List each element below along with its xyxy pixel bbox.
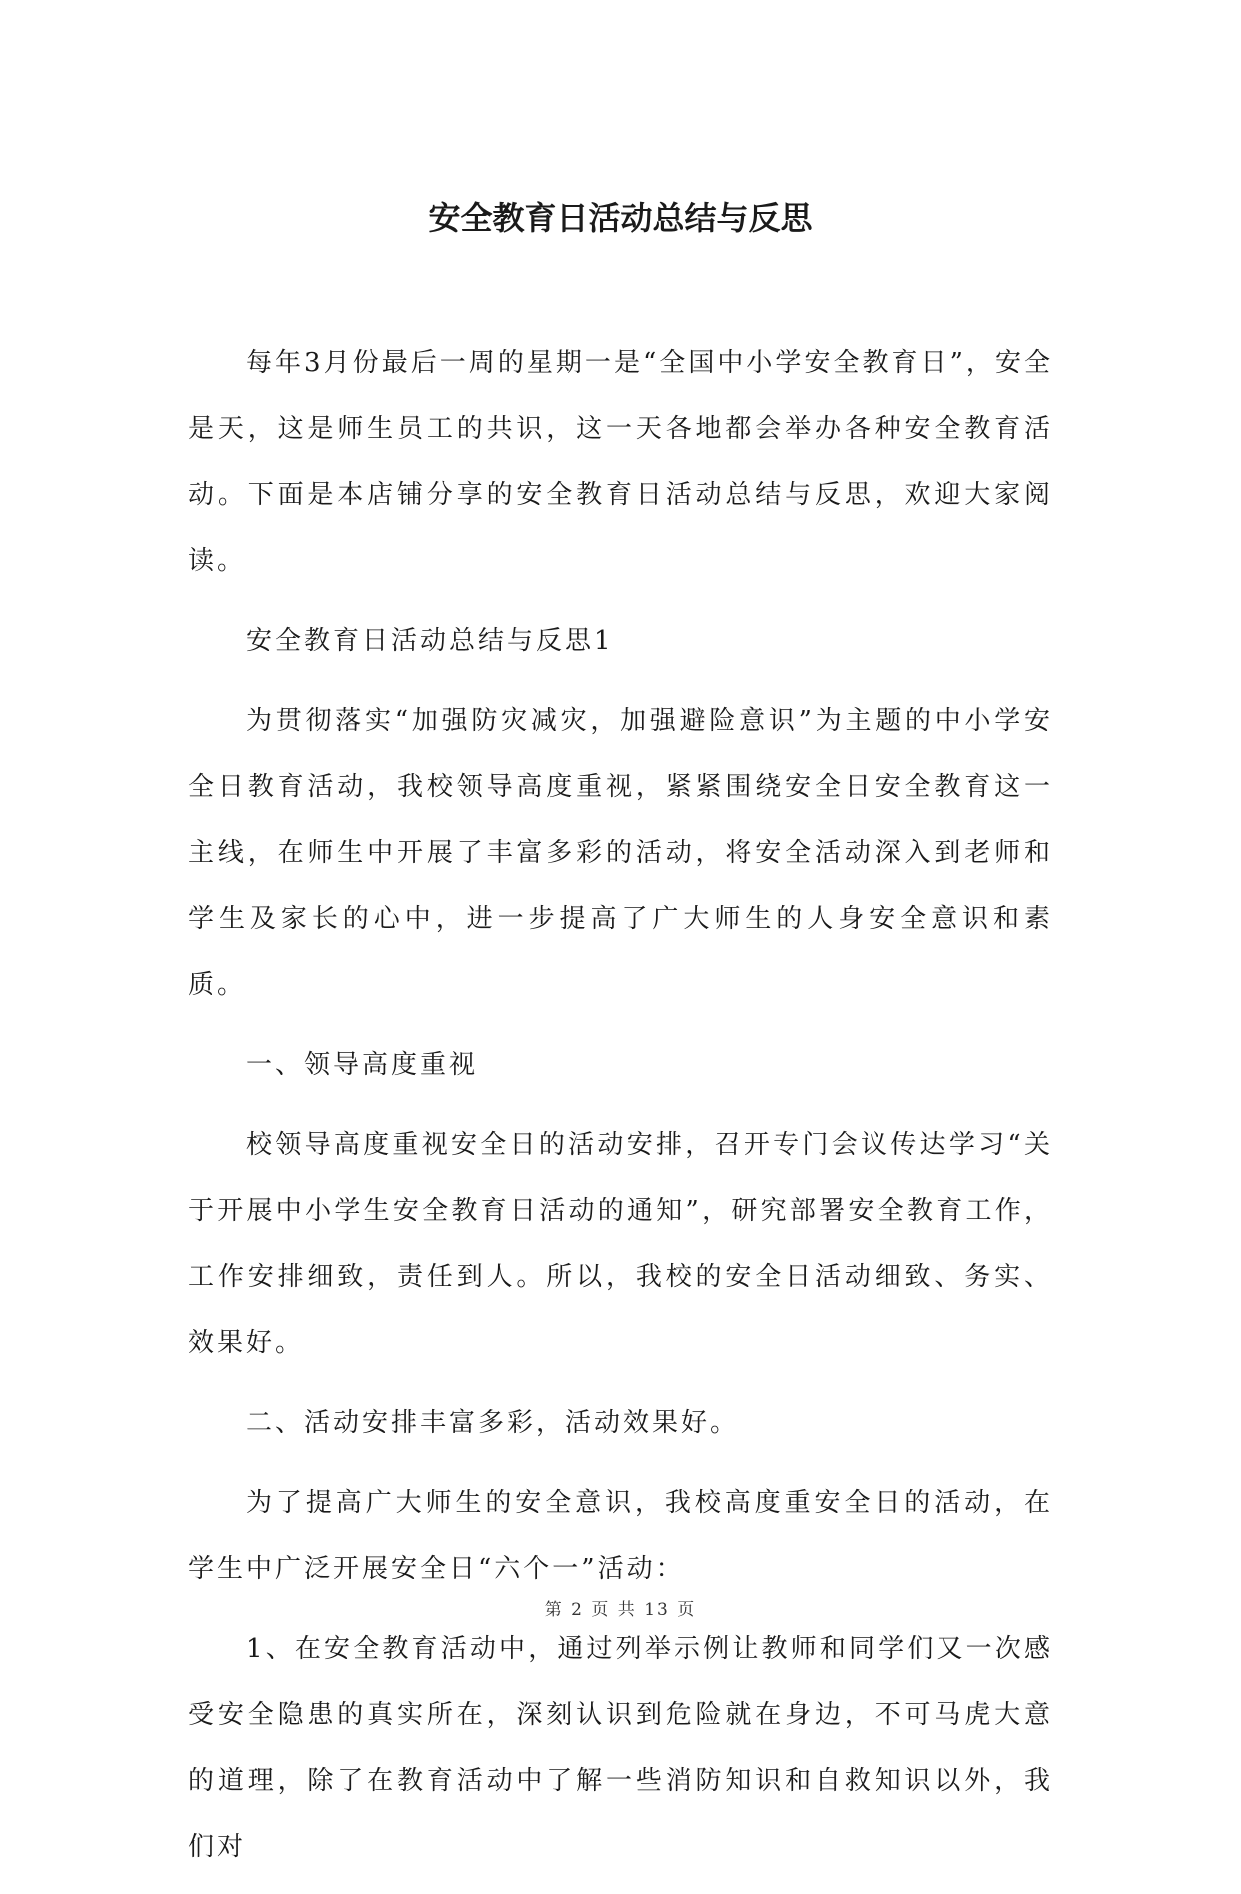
subheading-leadership: 一、领导高度重视 [246, 1050, 479, 1080]
document-body [188, 330, 1053, 1894]
page-footer: 第 2 页 共 13 页 [544, 1600, 697, 1620]
paragraph: 为贯彻落实“加强防灾减灾，加强避险意识”为主题的中小学安全日教育活动，我校领导高度重视，紧紧围绕安全日安全教育这一主线，在师生中开展了丰富多彩的活动，将安全活动深入到老师和学生及家长的心中，进一步提高了广大师生的人身安全意识和素质。 [188, 706, 1053, 1000]
paragraph: 为了提高广大师生的安全意识，我校高度重安全日的活动，在学生中广泛开展安全日“六个一”活动： [188, 1488, 1053, 1584]
paragraph-intro: 每年3月份最后一周的星期一是“全国中小学安全教育日”，安全是天，这是师生员工的共识，这一天各地都会举办各种安全教育活动。下面是本店铺分享的安全教育日活动总结与反思，欢迎大家阅读。 [188, 348, 1053, 576]
paragraph: 1、在安全教育活动中，通过列举示例让教师和同学们又一次感受安全隐患的真实所在，深刻认识到危险就在身边，不可马虎大意的道理，除了在教育活动中了解一些消防知识和自救知识以外，我们对 [188, 1634, 1053, 1862]
paragraph: 校领导高度重视安全日的活动安排，召开专门会议传达学习“关于开展中小学生安全教育日活动的通知”，研究部署安全教育工作，工作安排细致，责任到人。所以，我校的安全日活动细致、务实、效果好。 [188, 1130, 1053, 1358]
document-title: 安全教育日活动总结与反思 [428, 199, 813, 237]
section-heading-1: 安全教育日活动总结与反思1 [246, 626, 614, 656]
subheading-activities: 二、活动安排丰富多彩，活动效果好。 [246, 1408, 740, 1438]
